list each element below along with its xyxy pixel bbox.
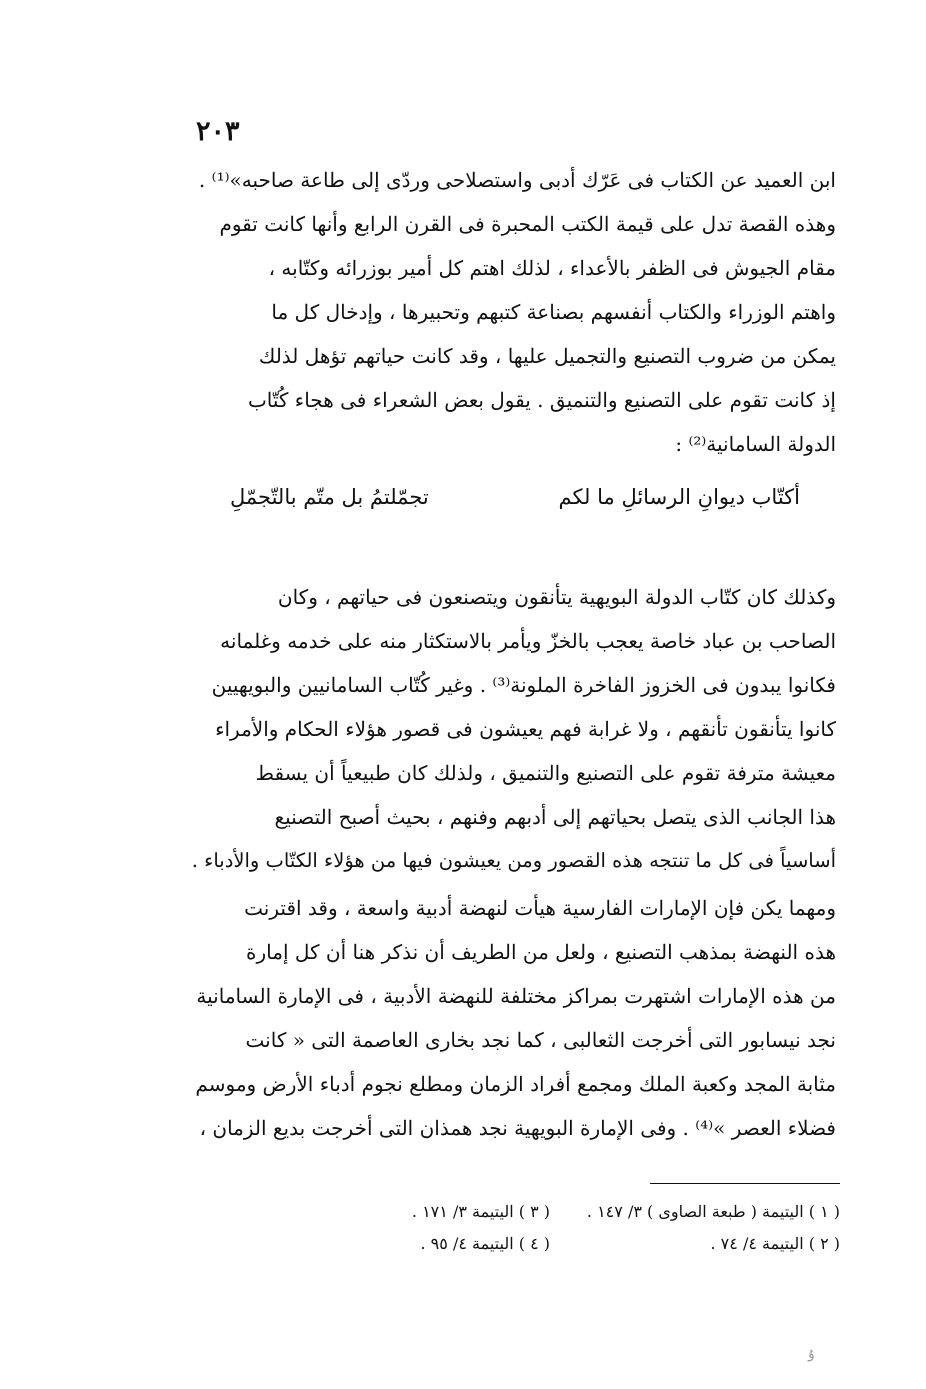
text-line: هذا الجانب الذى يتصل بحياتهم إلى أدبهم وفنهم ، بحيث أصبح التصنيع [274, 805, 836, 829]
text-line: معيشة مترفة تقوم على التصنيع والتنميق ، ولذلك كان طبيعياً أن يسقط [255, 761, 836, 785]
footnote-4: ( ٤ ) اليتيمة ٤/ ٩٥ . [420, 1234, 550, 1253]
text-line: من هذه الإمارات اشتهرت بمراكز مختلفة للنهضة الأدبية ، فى الإمارة السامانية [196, 984, 836, 1008]
paragraph-1 [190, 158, 836, 466]
verse-first-hemistich: أكتّاب ديوانِ الرسائلِ ما لكم [558, 485, 800, 509]
verse-second-hemistich: تجمّلتمُ بل متّم بالتّجمّلِ [230, 485, 429, 509]
text-line: الصاحب بن عباد خاصة يعجب بالخزّ ويأمر بالاستكثار منه على خدمه وغلمانه [220, 629, 836, 653]
text-line: فضلاء العصر »⁽⁴⁾ . وفى الإمارة البويهية نجد همذان التى أخرجت بديع الزمان ، [199, 1116, 836, 1140]
paragraph-2 [190, 575, 836, 883]
text-line: واهتم الوزراء والكتاب أنفسهم بصناعة كتبهم وتحبيرها ، وإدخال كل ما [271, 300, 836, 324]
text-line: الدولة السامانية⁽²⁾ : [675, 432, 836, 456]
text-line: يمكن من ضروب التصنيع والتجميل عليها ، وقد كانت حياتهم تؤهل لذلك [258, 344, 836, 368]
marginal-mark: ﯗ [808, 1346, 815, 1362]
text-line: مقام الجيوش فى الظفر بالأعداء ، لذلك اهتم كل أمير بوزرائه وكتّابه ، [268, 256, 836, 280]
text-line: ابن العميد عن الكتاب فى عَرّك أدبى واستصلاحى وردّى إلى طاعة صاحبه»⁽¹⁾ . [198, 168, 836, 192]
page-number: ٢٠٣ [196, 116, 240, 147]
footnote-divider [650, 1183, 840, 1184]
text-line: نجد نيسابور التى أخرجت الثعالبى ، كما نجد بخارى العاصمة التى « كانت [245, 1028, 836, 1052]
text-line: أساسياً فى كل ما تنتجه هذه القصور ومن يعيشون فيها من هؤلاء الكتّاب والأدباء . [191, 849, 836, 872]
footnote-1: ( ١ ) اليتيمة ( طبعة الصاوى ) ٣/ ١٤٧ . [586, 1202, 840, 1221]
text-line: إذ كانت تقوم على التصنيع والتنميق . يقول بعض الشعراء فى هجاء كُتّاب [247, 388, 836, 412]
text-line: ومهما يكن فإن الإمارات الفارسية هيأت لنهضة أدبية واسعة ، وقد اقترنت [244, 896, 836, 920]
footnote-2: ( ٢ ) اليتيمة ٤/ ٧٤ . [710, 1234, 840, 1253]
text-line: مثابة المجد وكعبة الملك ومجمع أفراد الزمان ومطلع نجوم أدباء الأرض وموسم [195, 1072, 836, 1096]
paragraph-3 [190, 886, 836, 1150]
text-line: كانوا يتأنقون تأنقهم ، ولا غرابة فهم يعيشون فى قصور هؤلاء الحكام والأمراء [215, 717, 836, 741]
text-line: فكانوا يبدون فى الخزوز الفاخرة الملونة⁽³⁾ . وغير كُتّاب السامانيين والبويهيين [211, 673, 836, 697]
text-line: وهذه القصة تدل على قيمة الكتب المحبرة فى القرن الرابع وأنها كانت تقوم [219, 212, 836, 236]
text-line: هذه النهضة بمذهب التصنيع ، ولعل من الطريف أن نذكر هنا أن كل إمارة [246, 940, 836, 964]
text-line: وكذلك كان كتّاب الدولة البويهية يتأنقون ويتصنعون فى حياتهم ، وكان [277, 585, 836, 609]
footnote-3: ( ٣ ) اليتيمة ٣/ ١٧١ . [411, 1202, 550, 1221]
